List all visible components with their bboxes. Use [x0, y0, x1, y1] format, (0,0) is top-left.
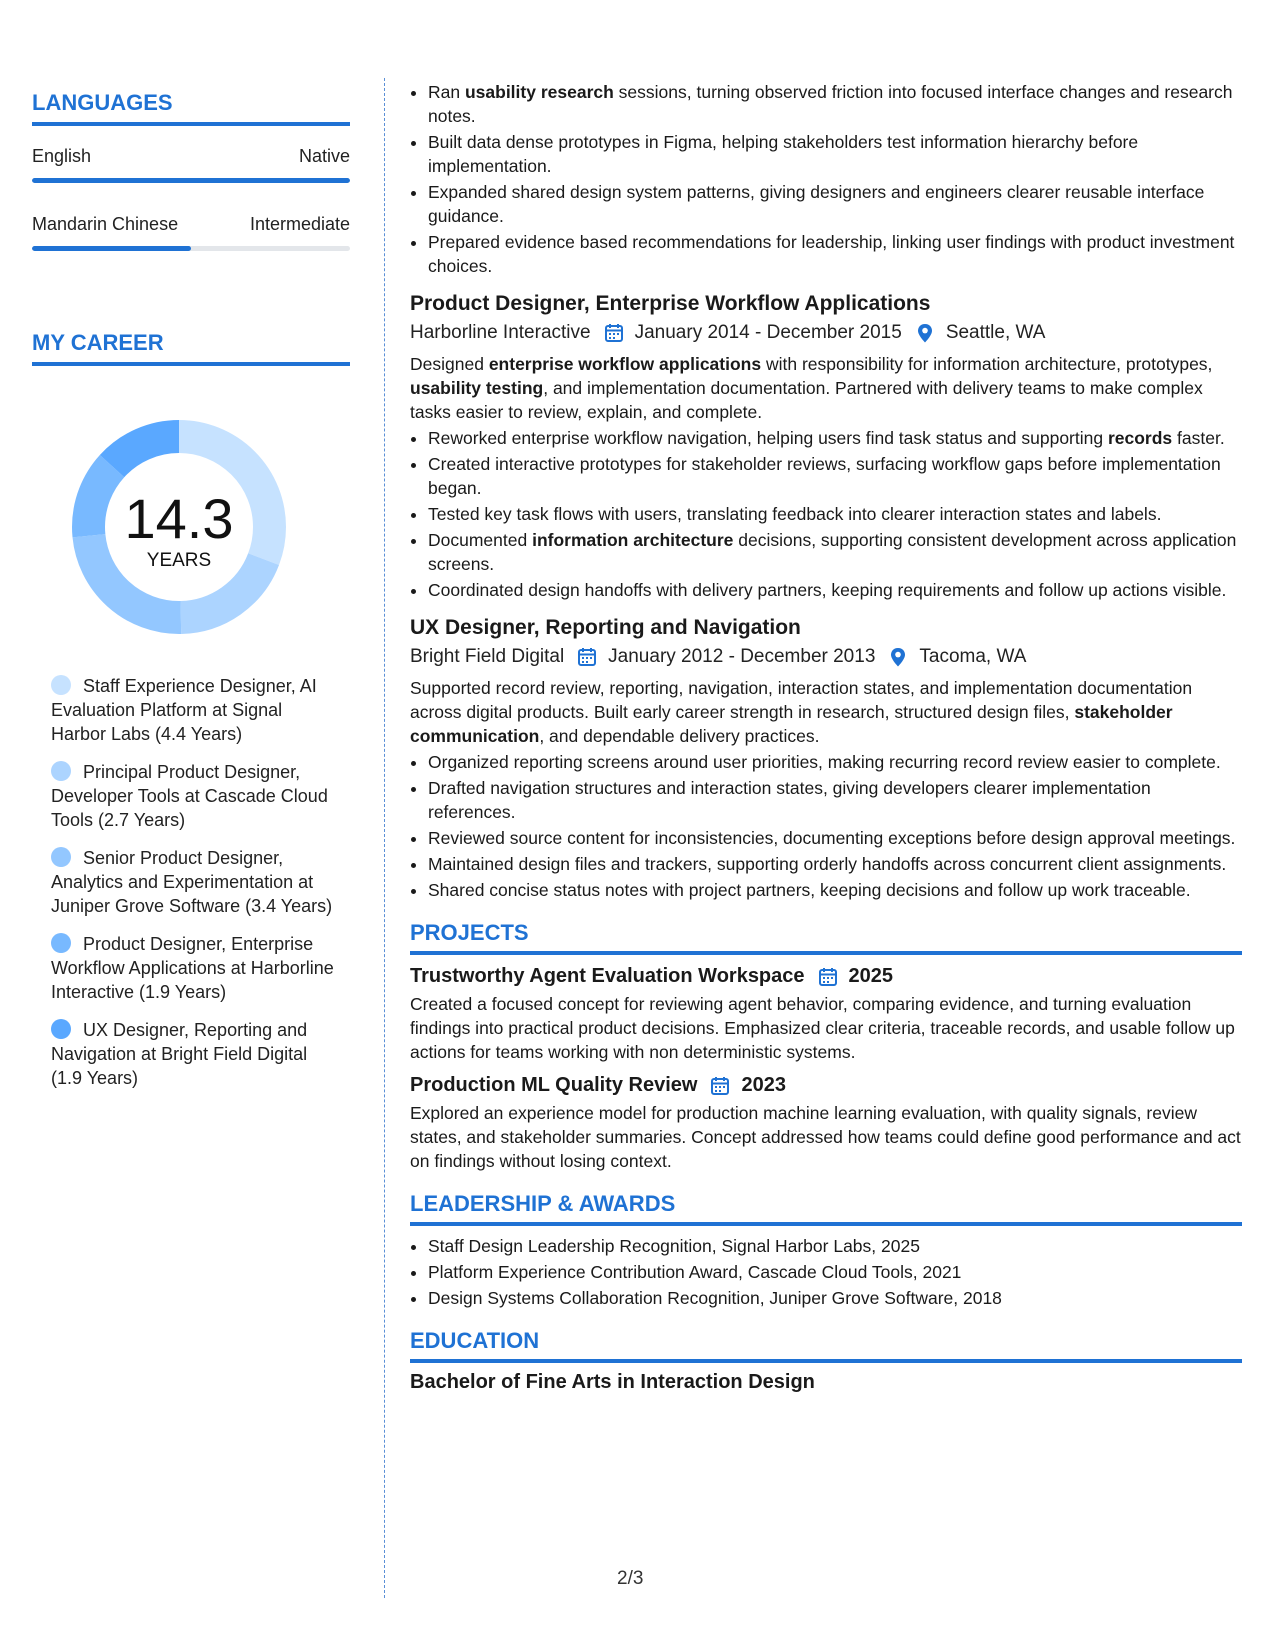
- leadership-heading: LEADERSHIP & AWARDS: [410, 1191, 1242, 1226]
- calendar-icon: [709, 1075, 731, 1097]
- text-run: sessions, turning observed friction into focused interface changes and research notes.: [428, 82, 1233, 126]
- bullet-item: [428, 130, 1242, 178]
- career-legend-item: [51, 760, 341, 832]
- job-description: [410, 676, 1242, 748]
- career-total-years: 14.3: [124, 487, 234, 550]
- career-legend-label: Staff Experience Designer, AI Evaluation Platform at Signal Harbor Labs (4.4 Years): [51, 676, 317, 744]
- language-name: Mandarin Chinese: [32, 214, 179, 234]
- text-run: Documented: [428, 530, 533, 550]
- bold-text: usability testing: [410, 378, 544, 398]
- job-meta: [410, 322, 1242, 344]
- text-run: Maintained design files and trackers, supporting orderly handoffs across concurrent client assignments.: [428, 854, 1227, 874]
- bold-text: information architecture: [532, 530, 734, 550]
- job-dates: January 2012 - December 2013: [608, 646, 876, 667]
- legend-dot-icon: [51, 847, 71, 867]
- bullet-item: [428, 578, 1242, 602]
- experience-list: [410, 292, 1242, 902]
- text-run: faster.: [1172, 428, 1225, 448]
- continued-job-bullets: [410, 80, 1242, 278]
- project-year: 2025: [848, 965, 894, 987]
- language-bar-mandarin: [32, 246, 350, 251]
- language-name: English: [32, 146, 92, 166]
- projects-list: [410, 965, 1242, 1173]
- career-donut-chart: [66, 414, 292, 640]
- text-run: Ran: [428, 82, 465, 102]
- language-bar-fill: [32, 246, 191, 251]
- career-legend: [51, 674, 341, 1104]
- job-title: UX Designer, Reporting and Navigation: [410, 616, 801, 639]
- language-row-english: [32, 146, 350, 167]
- career-heading: MY CAREER: [32, 330, 350, 366]
- career-legend-label: UX Designer, Reporting and Navigation at Bright Field Digital (1.9 Years): [51, 1020, 308, 1088]
- award-item: • Design Systems Collaboration Recognition, Juniper Grove Software, 2018: [428, 1286, 1242, 1310]
- career-legend-item: [51, 674, 341, 746]
- text-run: Created interactive prototypes for stakeholder reviews, surfacing workflow gaps before implementation began.: [428, 454, 1221, 498]
- text-run: Shared concise status notes with project partners, keeping decisions and follow up work traceable.: [428, 880, 1191, 900]
- education-heading: EDUCATION: [410, 1328, 1242, 1363]
- award-item: • Staff Design Leadership Recognition, Signal Harbor Labs, 2025: [428, 1234, 1242, 1258]
- text-run: Reworked enterprise workflow navigation, helping users find task status and supporting: [428, 428, 1108, 448]
- bullet-item: [428, 776, 1242, 824]
- calendar-icon: [603, 322, 625, 344]
- bullet-item: [428, 878, 1242, 902]
- bullet-item: [428, 230, 1242, 278]
- text-run: Expanded shared design system patterns, giving designers and engineers clearer reusable interface guidance.: [428, 182, 1205, 226]
- main-content: [410, 80, 1242, 1394]
- project-description: Created a focused concept for reviewing agent behavior, comparing evidence, and turning evaluation findings into practical product decisions. Emphasized clear criteria, traceable records, and usable follow up actions for teams working with non deterministic systems.: [410, 994, 1235, 1062]
- legend-dot-icon: [51, 675, 71, 695]
- bold-text: records: [1107, 428, 1173, 448]
- text-run: Prepared evidence based recommendations for leadership, linking user findings with product investment choices.: [428, 232, 1235, 276]
- bullet-item: [428, 180, 1242, 228]
- location-pin-icon: [887, 646, 909, 668]
- bullet-item: [428, 528, 1242, 576]
- bullet-item: [428, 826, 1242, 850]
- project-name: Trustworthy Agent Evaluation Workspace: [410, 965, 805, 987]
- education-degree: Bachelor of Fine Arts in Interaction Design: [410, 1371, 815, 1393]
- bullet-item: [428, 750, 1242, 774]
- career-legend-item: [51, 1018, 341, 1090]
- career-years-unit: YEARS: [146, 550, 212, 571]
- job-meta: [410, 646, 1242, 668]
- calendar-icon: [576, 646, 598, 668]
- career-legend-label: Product Designer, Enterprise Workflow Applications at Harborline Interactive (1.9 Years): [51, 934, 334, 1002]
- text-run: Organized reporting screens around user priorities, making recurring record review easier to complete.: [428, 752, 1221, 772]
- job-location: Tacoma, WA: [919, 646, 1027, 667]
- legend-dot-icon: [51, 933, 71, 953]
- project-year: 2023: [741, 1074, 786, 1096]
- award-item: • Platform Experience Contribution Award, Cascade Cloud Tools, 2021: [428, 1260, 1242, 1284]
- text-run: Drafted navigation structures and interaction states, giving developers clearer implementation references.: [428, 778, 1151, 822]
- bold-text: usability research: [464, 82, 614, 102]
- career-legend-item: [51, 846, 341, 918]
- bullet-item: [428, 502, 1242, 526]
- text-run: Tested key task flows with users, translating feedback into clearer interaction states and labels.: [428, 504, 1162, 524]
- job-company: Bright Field Digital: [410, 646, 565, 667]
- bullet-item: [428, 452, 1242, 500]
- page-number: 2/3: [617, 1568, 644, 1589]
- language-bar-fill: [32, 178, 350, 183]
- calendar-icon: [817, 966, 839, 988]
- projects-heading: PROJECTS: [410, 920, 1242, 955]
- job-title: Product Designer, Enterprise Workflow Applications: [410, 292, 931, 315]
- languages-heading: LANGUAGES: [32, 90, 350, 126]
- column-divider: [384, 78, 385, 1598]
- job-description: [410, 352, 1242, 424]
- job-company: Harborline Interactive: [410, 322, 591, 343]
- bullet-item: [428, 426, 1242, 450]
- location-pin-icon: [914, 322, 936, 344]
- job-location: Seattle, WA: [945, 322, 1046, 343]
- job-dates: January 2014 - December 2015: [634, 322, 902, 343]
- language-level: Native: [298, 146, 350, 166]
- career-legend-label: Senior Product Designer, Analytics and Experimentation at Juniper Grove Software (3.4 Years): [51, 848, 333, 916]
- bold-text: enterprise workflow applications: [488, 354, 762, 374]
- project-description: Explored an experience model for production machine learning evaluation, with quality signals, review states, and stakeholder summaries. Concept addressed how teams could define good performance and act on findings without losing context.: [410, 1103, 1241, 1171]
- legend-dot-icon: [51, 761, 71, 781]
- job-bullets: [410, 426, 1242, 602]
- bullet-item: [428, 852, 1242, 876]
- career-legend-label: Principal Product Designer, Developer Tools at Cascade Cloud Tools (2.7 Years): [51, 762, 328, 830]
- project-name: Production ML Quality Review: [410, 1074, 698, 1096]
- text-run: Supported record review, reporting, navigation, interaction states, and implementation documentation across digital products. Built early career strength in research, structured design files,: [410, 678, 1193, 722]
- language-row-mandarin: [32, 214, 350, 235]
- language-bar-english: [32, 178, 350, 183]
- text-run: Coordinated design handoffs with delivery partners, keeping requirements and follow up actions visible.: [428, 580, 1227, 600]
- bold-text: stakeholder communication: [410, 702, 1173, 746]
- legend-dot-icon: [51, 1019, 71, 1039]
- project-title-row: [410, 1074, 1242, 1097]
- text-run: decisions, supporting consistent development across application screens.: [428, 530, 1237, 574]
- job-bullets: [410, 750, 1242, 902]
- text-run: , and dependable delivery practices.: [539, 726, 820, 746]
- text-run: Designed: [410, 354, 489, 374]
- text-run: Built data dense prototypes in Figma, helping stakeholders test information hierarchy before implementation.: [428, 132, 1139, 176]
- text-run: with responsibility for information architecture, prototypes,: [761, 354, 1213, 374]
- career-legend-item: [51, 932, 341, 1004]
- language-level: Intermediate: [249, 214, 350, 234]
- project-title-row: [410, 965, 1242, 988]
- leadership-list: [410, 1234, 1242, 1310]
- text-run: , and implementation documentation. Partnered with delivery teams to make complex tasks easier to review, explain, and complete.: [410, 378, 1203, 422]
- bullet-item: [428, 80, 1242, 128]
- text-run: Reviewed source content for inconsistencies, documenting exceptions before design approval meetings.: [428, 828, 1236, 848]
